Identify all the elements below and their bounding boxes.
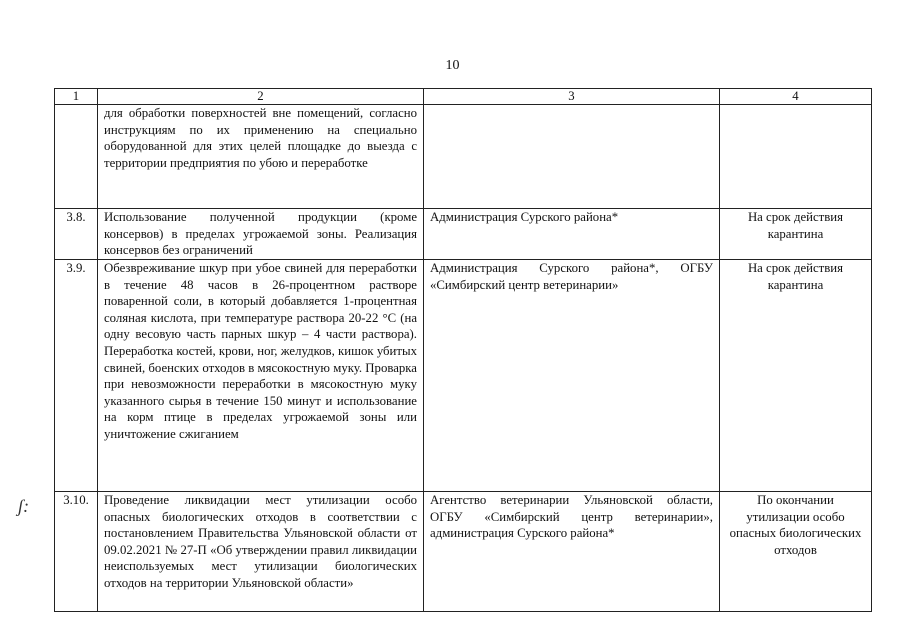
row-number: 3.10.: [55, 492, 98, 612]
measures-table: [54, 88, 872, 612]
row-responsible: Администрация Сурского района*: [424, 209, 720, 260]
header-col-4: 4: [720, 89, 872, 105]
row-number: [55, 105, 98, 209]
row-responsible: [424, 105, 720, 209]
header-col-2: 2: [98, 89, 424, 105]
row-term: [720, 105, 872, 209]
row-responsible: Администрация Сурского района*, ОГБУ «Симбирский центр ветеринарии»: [424, 260, 720, 492]
row-term: На срок действия карантина: [720, 209, 872, 260]
row-term: По окончании утилизации особо опасных биологических отходов: [720, 492, 872, 612]
row-term: На срок действия карантина: [720, 260, 872, 492]
header-col-3: 3: [424, 89, 720, 105]
table-row: [55, 260, 872, 492]
page-number: 10: [445, 58, 460, 73]
table-header-row: [55, 89, 872, 105]
row-number: 3.9.: [55, 260, 98, 492]
row-measure-text: Обезвреживание шкур при убое свиней для переработки в течение 48 часов в 26-процентном растворе поваренной соли, в который добавляется 1-процентная соляная кислота, при температуре раствора 20-22 °С (на одну весовую часть парных шкур – 4 части раствора). Переработка костей, крови, ног, желудков, кишок убитых свиней, боенских отходов в мясокостную муку. Проварка при невозможности переработки в мясокостную муку указанного сырья в течение 150 минут и использование на корм птице в пределах угрожаемой зоны или уничтожение сжиганием: [98, 260, 424, 492]
table-row: [55, 492, 872, 612]
row-measure-text: Проведение ликвидации мест утилизации особо опасных биологических отходов в соответствии с постановлением Правительства Ульяновской области от 09.02.2021 № 27-П «Об утверждении правил ликвидации неиспользуемых мест утилизации биологических отходов на территории Ульяновской области»: [98, 492, 424, 612]
handwritten-margin-mark: ʃ:: [18, 496, 30, 516]
row-measure-text: Использование полученной продукции (кроме консервов) в пределах угрожаемой зоны. Реализация консервов без ограничений: [98, 209, 424, 260]
row-responsible: Агентство ветеринарии Ульяновской области, ОГБУ «Симбирский центр ветеринарии», администрация Сурского района*: [424, 492, 720, 612]
row-number: 3.8.: [55, 209, 98, 260]
row-measure-text: для обработки поверхностей вне помещений, согласно инструкциям по их применению на специально оборудованной для этих целей площадке до выезда с территории предприятия по убою и переработке: [98, 105, 424, 209]
table-row: [55, 105, 872, 209]
header-col-1: 1: [55, 89, 98, 105]
table-row: [55, 209, 872, 260]
